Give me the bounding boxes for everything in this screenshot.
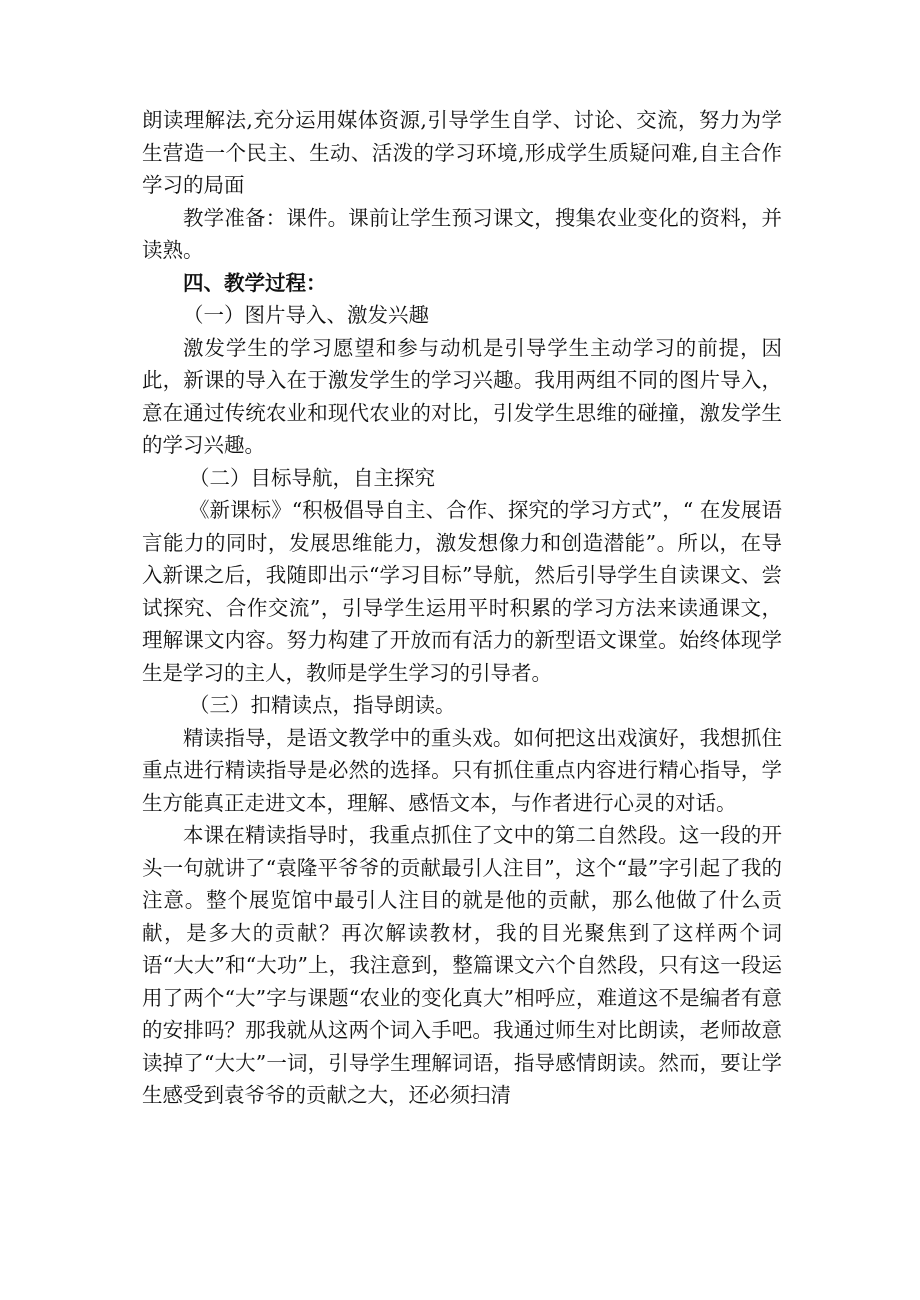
paragraph-preparation: 教学准备：课件。课前让学生预习课文，搜集农业变化的资料，并读熟。 — [142, 205, 782, 262]
paragraph-step-1: 激发学生的学习愿望和参与动机是引导学生主动学习的前提，因此，新课的导入在于激发学生的学习兴趣。我用两组不同的图片导入，意在通过传统农业和现代农业的对比，引发学生思维的碰撞，激发学生的学习兴趣。 — [142, 335, 782, 457]
subheading-step-1: （一）图片导入、激发兴趣 — [183, 303, 429, 327]
subheading-step-2: （二）目标导航，自主探究 — [189, 465, 435, 490]
paragraph-step-3-detail: 本课在精读指导时，我重点抓住了文中的第二自然段。这一段的开头一句就讲了“袁隆平爷爷的贡献最引人注目”，这个“最”字引起了我的注意。整个展览馆中最引人注目的就是他的贡献，那么他做了什么贡献，是多大的贡献？再次解读教材，我的目光聚焦到了这样两个词语“大大”和“大功”上，我注意到，整篇课文六个自然段，只有这一段运用了两个“大”字与课题“农业的变化真大”相呼应，难道这不是编者有意的安排吗？那我就从这两个词入手吧。我通过师生对比朗读，老师故意读掉了“大大”一词，引导学生理解词语，指导感情朗读。然而，要让学生感受到袁爷爷的贡献之大，还必须扫清 — [142, 823, 782, 1107]
section-heading-teaching-process: 四、教学过程： — [183, 270, 327, 295]
document-body — [142, 104, 782, 1112]
paragraph-step-3-intro: 精读指导，是语文教学中的重头戏。如何把这出戏演好，我想抓住重点进行精读指导是必然的选择。只有抓住重点内容进行精心指导，学生方能真正走进文本，理解、感悟文本，与作者进行心灵的对话。 — [142, 725, 782, 815]
subheading-step-3: （三）扣精读点，指导朗读。 — [189, 693, 456, 717]
paragraph-step-2: 《新课标》“积极倡导自主、合作、探究的学习方式”，“ 在发展语言能力的同时，发展思维能力，激发想像力和创造潜能”。所以，在导入新课之后，我随即出示“学习目标”导航，然后引导学生自读课文、尝试探究、合作交流”，引导学生运用平时积累的学习方法来读通课文，理解课文内容。努力构建了开放而有活力的新型语文课堂。始终体现学生是学习的主人，教师是学生学习的引导者。 — [142, 498, 782, 685]
paragraph-methods: 朗读理解法,充分运用媒体资源,引导学生自学、讨论、交流，努力为学生营造一个民主、生动、活泼的学习环境,形成学生质疑问难,自主合作学习的局面 — [142, 108, 782, 197]
